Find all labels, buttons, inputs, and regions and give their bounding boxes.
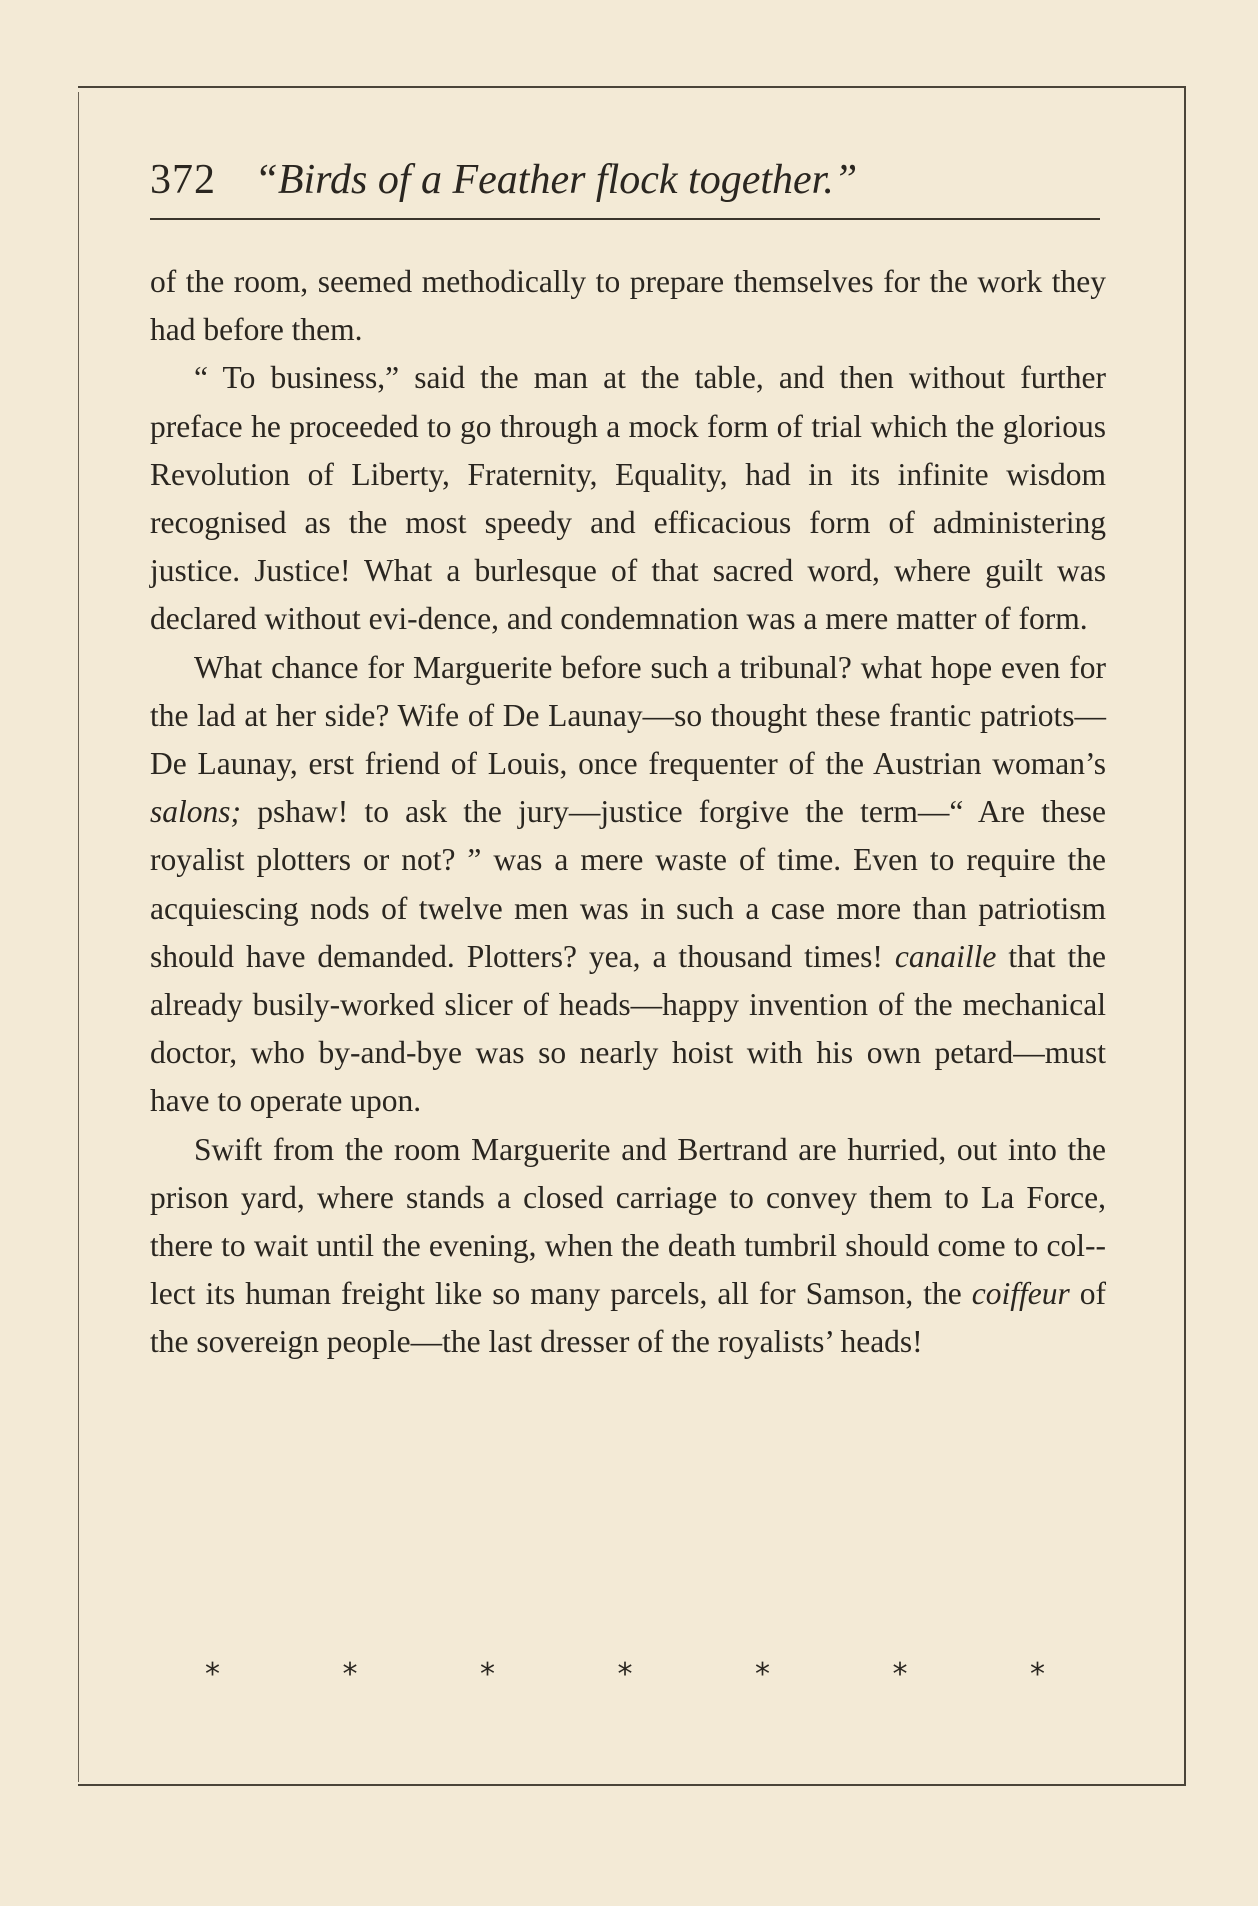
asterisk-ornament: * (342, 1657, 358, 1692)
text-run: of the room, seemed methodically to prepare themselves for the work they had before them. (150, 264, 1106, 348)
italic-phrase: coiffeur (971, 1276, 1070, 1312)
text-run: What chance for Marguerite before such a tribunal? what hope even for the lad at her side? Wife of De Launay—so thought these frantic patriots—De Launay, erst friend of Louis, once frequenter of the Austrian woman’s (150, 649, 1106, 782)
asterisk-ornament: * (480, 1657, 495, 1692)
page-border-right (1184, 86, 1186, 1786)
body-text (150, 258, 1106, 1367)
asterisk-ornament: * (892, 1657, 908, 1692)
paragraph (150, 644, 1106, 1126)
asterisk-ornament: * (755, 1657, 770, 1692)
text-run: of the sovereign people—the last dresser of the royalists’ heads! (150, 1276, 1106, 1360)
italic-phrase: canaille (894, 938, 997, 974)
text-run: “ To business,” said the man at the table, and then without further preface he proceeded to go through a mock form of trial which the glorious Revolution of Liberty, Fraternity, Equality, had in its infinite wisdom recognised as the most speedy and efficacious form of administering justice. Justice! What a burlesque of that sacred word, where guilt was declared without evi-dence, and condemnation was a mere matter of form. (150, 360, 1106, 637)
page-border-top (78, 86, 1186, 88)
paragraph (150, 258, 1106, 354)
asterisk-ornament: * (617, 1657, 633, 1692)
asterisk-ornament: * (205, 1657, 220, 1692)
running-title: “Birds of a Feather flock together.” (254, 157, 858, 203)
page-border-bottom (78, 1784, 1186, 1786)
header-rule (150, 218, 1100, 220)
text-run: pshaw! to ask the jury—justice forgive the term—“ Are these royalist plotters or not? ” was a mere waste of time. Even to require the acquiescing nods of twelve men was in such a case more than patriotism should have demanded. Plotters? yea, a thousand times! (150, 794, 1106, 974)
page-number: 372 (150, 157, 216, 203)
text-run: Swift from the room Marguerite and Bertrand are hurried, out into the prison yard, where stands a closed carriage to convey them to La Force, there to wait until the evening, when the death tumbril should come to col-lect its human freight like so many parcels, all for Samson, the (150, 1131, 1106, 1312)
paragraph (150, 354, 1106, 643)
paragraph (150, 1126, 1106, 1367)
running-head (150, 150, 1100, 210)
italic-phrase: salons; (150, 794, 242, 830)
text-run: that the already busily-worked slicer of heads—happy invention of the mechanical doctor, who by-and-bye was so nearly hoist with his own petard—must have to operate upon. (150, 938, 1107, 1119)
section-break (205, 1655, 1045, 1695)
page-border-left (78, 92, 79, 1782)
asterisk-ornament: * (1030, 1657, 1045, 1692)
